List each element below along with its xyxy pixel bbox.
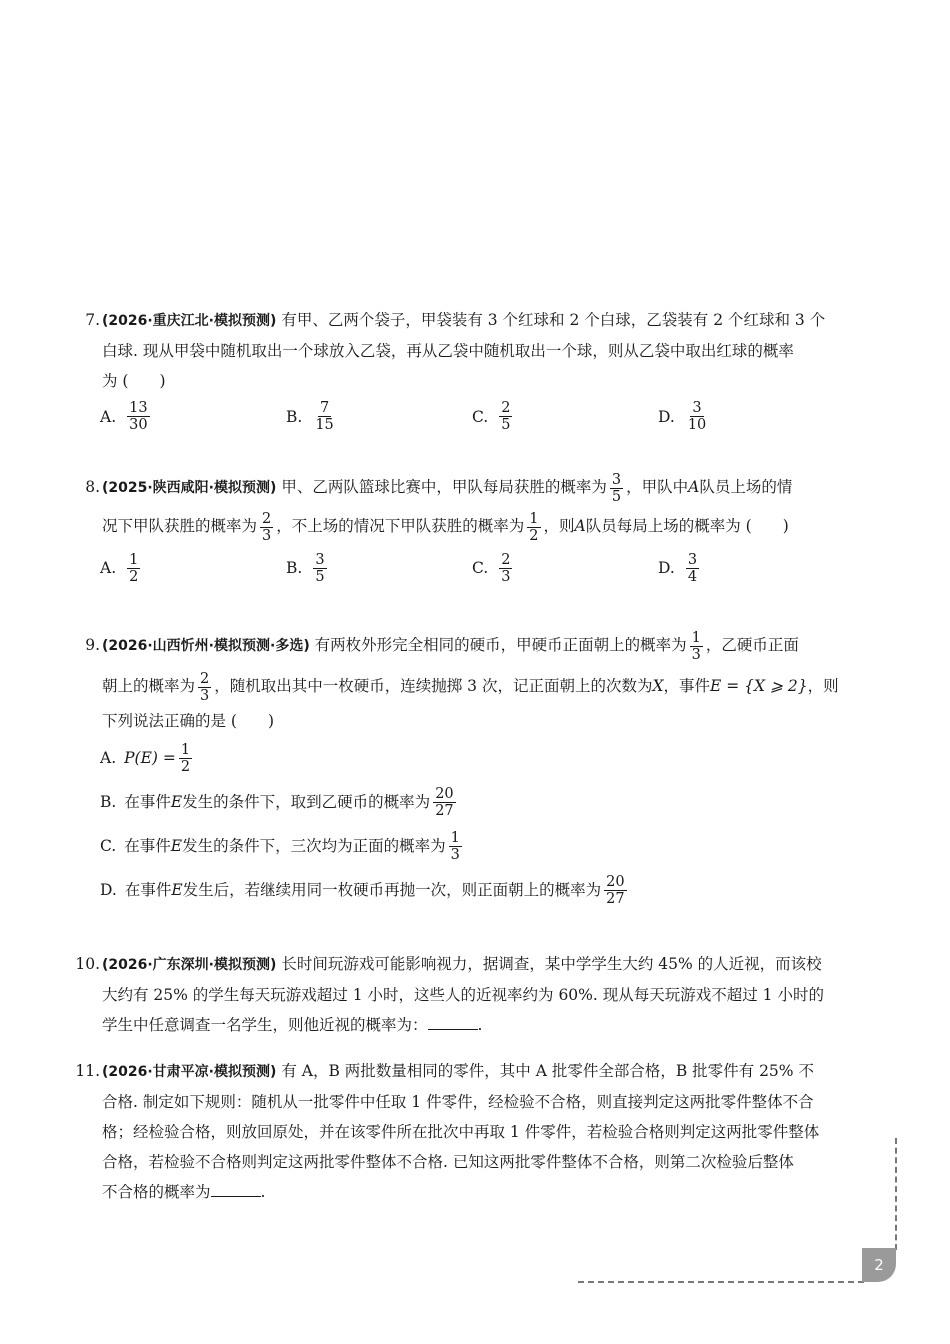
option-label: A. [100,407,117,426]
question-text: 有两枚外形完全相同的硬币，甲硬币正面朝上的概率为 [314,636,687,654]
question-10 [75,949,880,1040]
option-c[interactable] [472,549,658,587]
denominator: 2 [180,758,191,775]
math-variable: A [574,517,586,535]
question-text: 为 ( ) [102,372,166,390]
numerator: 20 [435,785,454,802]
option-text: 在事件 [124,793,171,811]
option-b[interactable] [78,780,880,824]
question-source: (2026·重庆江北·模拟预测) [102,313,277,329]
question-text: ，则 [807,677,839,695]
numerator: 2 [262,510,272,527]
denominator: 15 [315,417,334,433]
question-text: 况下甲队获胜的概率为 [102,517,258,535]
fraction [690,630,703,663]
option-text: 在事件 [124,837,171,855]
option-a[interactable] [100,400,286,433]
question-text: ，甲队中 [626,478,689,496]
option-label: B. [286,559,303,577]
option-text: 在事件 [124,881,172,899]
math-variable: E [170,837,183,855]
denominator: 3 [450,846,460,863]
question-text: 格；经检验合格，则放回原处，并在该零件所在批次中再取 1 件零件，若检验合格则判定这两批零件整体 [102,1123,820,1141]
denominator: 5 [315,568,325,585]
denominator: 4 [687,568,698,585]
numerator: 7 [319,400,330,416]
option-text: 发生的条件下，取到乙硬币的概率为 [182,793,431,811]
option-label: B. [100,793,117,811]
numerator: 2 [501,551,511,568]
option-b[interactable] [286,549,472,587]
denominator: 2 [529,527,539,544]
denominator: 5 [501,417,511,433]
denominator: 30 [129,417,148,433]
math-variable: X [652,677,664,695]
question-text: 白球. 现从甲袋中随机取出一个球放入乙袋，再从乙袋中随机取出一个球，则从乙袋中取出红球的概率 [102,342,794,360]
fraction [499,552,512,585]
denominator: 3 [501,568,511,585]
numerator: 1 [450,829,460,846]
option-text: 发生的条件下，三次均为正面的概率为 [182,837,446,855]
question-text: ，随机取出其中一枚硬币，连续抛掷 3 次，记正面朝上的次数为 [214,677,653,695]
fraction [127,552,140,585]
question-number: 7. [85,311,100,329]
numerator: 1 [180,741,191,758]
option-b[interactable] [286,400,472,433]
math-expression: E = {X ⩾ 2} [710,677,808,695]
question-11 [75,1056,880,1207]
question-text: . [477,1016,483,1034]
fraction [610,472,623,505]
numerator: 1 [129,551,139,568]
option-text: 发生后，若继续用同一枚硬币再抛一次，则正面朝上的概率为 [182,881,602,899]
question-source: (2026·甘肃平凉·模拟预测) [102,1064,277,1080]
option-c[interactable] [472,400,658,433]
option-label: D. [100,881,117,899]
fraction [686,400,708,433]
question-text: 大约有 25% 的学生每天玩游戏超过 1 小时，这些人的近视率约为 60%. 现从每天玩游戏不超过 1 小时的 [102,986,824,1004]
question-7 [78,305,880,433]
question-text: 甲、乙两队篮球比赛中，甲队每局获胜的概率为 [281,478,607,496]
numerator: 2 [501,400,511,416]
option-a[interactable] [78,736,880,780]
answer-blank[interactable] [428,1011,478,1030]
numerator: 3 [692,400,702,416]
question-source: (2025·陕西咸阳·模拟预测) [102,480,277,496]
option-d[interactable] [658,549,844,587]
question-text: ，不上场的情况下甲队获胜的概率为 [276,517,525,535]
option-label: D. [658,559,675,577]
denominator: 3 [691,646,701,663]
question-text: 队员上场的情 [699,478,793,496]
fraction [313,552,326,585]
fraction [686,552,699,585]
question-text: . [260,1183,266,1201]
question-text: ，乙硬币正面 [705,636,799,654]
option-row [78,549,880,587]
question-source: (2026·山西忻州·模拟预测·多选) [102,638,310,654]
math-variable: E [170,793,183,811]
option-label: A. [100,749,117,767]
option-label: A. [100,559,117,577]
numerator: 3 [687,551,698,568]
numerator: 1 [529,510,539,527]
question-text: 学生中任意调查一名学生，则他近视的概率为： [102,1016,428,1034]
question-text: 合格. 制定如下规则：随机从一批零件中任取 1 件零件，经检验不合格，则直接判定这两批零件整体不合 [102,1093,814,1111]
numerator: 3 [611,471,622,488]
question-text: ，事件 [663,677,711,695]
question-text: 队员每局上场的概率为 ( ) [585,517,789,535]
numerator: 2 [200,670,210,687]
math-variable: E [171,881,183,899]
question-text: 下列说法正确的是 ( ) [102,712,275,730]
question-8 [78,468,880,587]
fraction [260,511,273,544]
option-c[interactable] [78,824,880,868]
question-text: 合格，若检验不合格则判定这两批零件整体不合格. 已知这两批零件整体不合格，则第二次检验后整体 [102,1153,794,1171]
option-a[interactable] [100,549,286,587]
denominator: 3 [200,687,210,704]
question-source: (2026·广东深圳·模拟预测) [102,957,277,973]
option-label: C. [100,837,117,855]
fraction [179,742,192,775]
option-label: C. [472,559,489,577]
denominator: 5 [611,488,622,505]
numerator: 13 [129,400,148,416]
question-text: 长时间玩游戏可能影响视力，据调查，某中学学生大约 45% 的人近视，而该校 [281,955,822,973]
question-text: 有甲、乙两个袋子，甲袋装有 3 个红球和 2 个白球，乙袋装有 2 个红球和 3 个 [281,311,826,329]
fraction [313,400,335,433]
fraction [527,511,540,544]
question-text: 有 A，B 两批数量相同的零件，其中 A 批零件全部合格，B 批零件有 25% 不 [281,1062,814,1080]
denominator: 2 [129,568,139,585]
math-variable: A [688,478,700,496]
question-number: 10. [75,955,100,973]
question-number: 8. [85,478,100,496]
numerator: 3 [315,551,325,568]
page-number: 2 [862,1248,896,1282]
fraction [499,400,512,433]
option-label: B. [286,407,303,426]
page-border-dashed-horizontal [578,1281,864,1283]
denominator: 27 [435,802,454,819]
question-number: 11. [75,1062,100,1080]
option-d[interactable] [78,868,880,912]
option-d[interactable] [658,400,844,433]
answer-blank[interactable] [211,1178,261,1197]
question-number: 9. [85,636,100,654]
page-border-dashed-vertical [895,1138,897,1250]
question-text: ，则 [543,517,575,535]
denominator: 10 [687,417,707,433]
fraction [198,671,211,704]
option-row [78,400,880,433]
numerator: 1 [691,629,701,646]
option-label: C. [472,407,489,426]
fraction [127,400,149,433]
option-label: D. [658,407,675,426]
fraction [604,874,626,907]
denominator: 27 [606,890,625,907]
fraction [433,786,455,819]
fraction [449,830,462,863]
denominator: 3 [262,527,272,544]
question-9 [78,625,880,912]
question-text: 不合格的概率为 [102,1183,211,1201]
numerator: 20 [606,873,625,890]
question-text: 朝上的概率为 [102,677,196,695]
option-text: P(E) = [124,749,176,767]
